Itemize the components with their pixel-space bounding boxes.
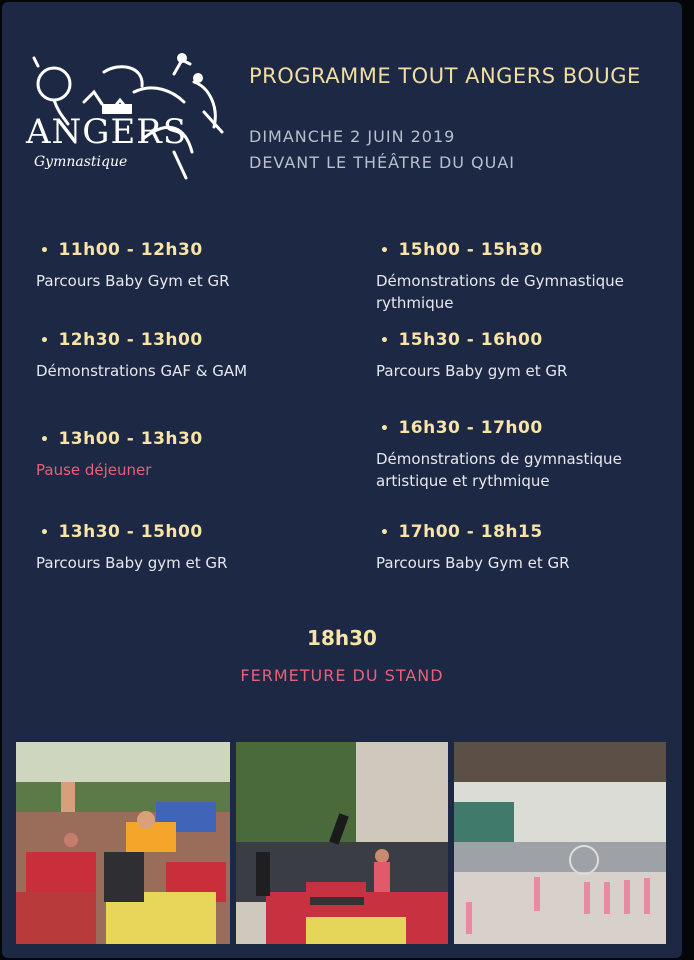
rhythmic-gym-photo xyxy=(454,742,666,944)
bullet-icon: • xyxy=(40,525,50,541)
closing-label: FERMETURE DU STAND xyxy=(240,666,444,685)
closing-time: 18h30 xyxy=(307,626,377,650)
acrobatics-photo xyxy=(236,742,448,944)
schedule-item xyxy=(376,418,622,492)
slot-time: • 13h30 - 15h00 xyxy=(40,522,203,542)
slot-time: • 17h00 - 18h15 xyxy=(380,522,543,542)
schedule-item xyxy=(36,429,203,481)
schedule-item xyxy=(36,522,228,574)
page-title: PROGRAMME TOUT ANGERS BOUGE xyxy=(249,64,641,88)
bullet-icon: • xyxy=(380,525,390,541)
schedule-item xyxy=(376,330,568,382)
bullet-icon: • xyxy=(40,243,50,259)
slot-time: • 15h00 - 15h30 xyxy=(380,240,543,260)
slot-description: Parcours Baby Gym et GR xyxy=(376,554,570,572)
slot-time: • 16h30 - 17h00 xyxy=(380,418,543,438)
slot-time: • 11h00 - 12h30 xyxy=(40,240,203,260)
bullet-icon: • xyxy=(380,243,390,259)
slot-description: Parcours Baby Gym et GR xyxy=(36,272,230,290)
slot-time: • 15h30 - 16h00 xyxy=(380,330,543,350)
angers-gymnastique-logo xyxy=(24,52,229,187)
slot-time: • 12h30 - 13h00 xyxy=(40,330,203,350)
schedule-item xyxy=(376,240,624,314)
schedule-item xyxy=(376,522,570,574)
poster xyxy=(2,2,682,958)
bullet-icon: • xyxy=(40,432,50,448)
bullet-icon: • xyxy=(380,333,390,349)
slot-description: Pause déjeuner xyxy=(36,461,152,479)
slot-description: Démonstrations de gymnastique artistique et rythmique xyxy=(376,450,622,490)
event-location: DEVANT LE THÉÂTRE DU QUAI xyxy=(249,153,516,172)
bullet-icon: • xyxy=(40,333,50,349)
slot-description: Parcours Baby gym et GR xyxy=(376,362,568,380)
baby-gym-photo xyxy=(16,742,230,944)
slot-description: Parcours Baby gym et GR xyxy=(36,554,228,572)
event-date: DIMANCHE 2 JUIN 2019 xyxy=(249,127,456,146)
schedule-item xyxy=(36,330,248,382)
logo-subtitle: Gymnastique xyxy=(34,154,128,170)
bullet-icon: • xyxy=(380,421,390,437)
slot-time: • 13h00 - 13h30 xyxy=(40,429,203,449)
logo-wordmark: ANGERS xyxy=(26,112,188,152)
slot-description: Démonstrations GAF & GAM xyxy=(36,362,248,380)
slot-description: Démonstrations de Gymnastique rythmique xyxy=(376,272,624,312)
schedule-item xyxy=(36,240,230,292)
